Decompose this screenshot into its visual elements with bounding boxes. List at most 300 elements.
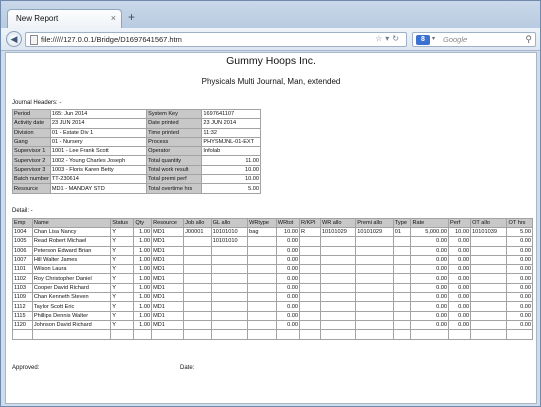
table-cell bbox=[393, 302, 411, 311]
table-cell: 0.00 bbox=[276, 283, 299, 292]
table-row bbox=[13, 293, 533, 302]
column-header: Job allo bbox=[184, 219, 212, 228]
table-cell bbox=[184, 320, 212, 329]
table-cell: 0.00 bbox=[448, 274, 470, 283]
table-cell: 10101029 bbox=[356, 228, 394, 237]
table-cell bbox=[356, 265, 394, 274]
table-cell bbox=[507, 330, 533, 339]
table-cell: 0.00 bbox=[507, 293, 533, 302]
table-cell: 0.00 bbox=[448, 320, 470, 329]
table-cell bbox=[248, 311, 277, 320]
table-cell: 0.00 bbox=[507, 255, 533, 264]
header-value: 01 - Nursery bbox=[50, 137, 146, 146]
table-cell: 0.00 bbox=[507, 311, 533, 320]
table-cell: Chan Lisa Nancy bbox=[32, 228, 110, 237]
header-value: 11:32 bbox=[202, 128, 261, 137]
header-value: Infolab bbox=[202, 147, 261, 156]
table-cell bbox=[393, 255, 411, 264]
table-cell: 10.00 bbox=[448, 228, 470, 237]
table-cell bbox=[393, 330, 411, 339]
header-row bbox=[13, 165, 261, 174]
table-cell: 0.00 bbox=[448, 246, 470, 255]
table-cell: MD1 bbox=[152, 302, 184, 311]
table-cell: 0.00 bbox=[448, 302, 470, 311]
table-cell: 1112 bbox=[13, 302, 33, 311]
table-cell: 0.00 bbox=[411, 265, 449, 274]
column-header: Name bbox=[32, 219, 110, 228]
table-cell: 5.00 bbox=[507, 228, 533, 237]
table-cell: 1.00 bbox=[134, 274, 152, 283]
table-cell bbox=[299, 302, 320, 311]
table-cell bbox=[299, 246, 320, 255]
table-cell: R bbox=[299, 228, 320, 237]
table-cell: 0.00 bbox=[448, 237, 470, 246]
table-cell: MD1 bbox=[152, 246, 184, 255]
table-cell: 1103 bbox=[13, 283, 33, 292]
table-cell bbox=[299, 255, 320, 264]
table-row bbox=[13, 311, 533, 320]
table-cell bbox=[393, 237, 411, 246]
date-label: Date: bbox=[180, 365, 195, 371]
table-cell bbox=[248, 237, 277, 246]
table-cell: Phillips Dennis Walter bbox=[32, 311, 110, 320]
header-row bbox=[13, 128, 261, 137]
table-cell bbox=[320, 293, 355, 302]
table-cell: Hill Walter James bbox=[32, 255, 110, 264]
table-cell bbox=[393, 311, 411, 320]
header-value: 1697641107 bbox=[202, 110, 261, 119]
column-header: Status bbox=[111, 219, 134, 228]
table-cell bbox=[411, 330, 449, 339]
header-value: 1002 - Young Charles Joseph bbox=[50, 156, 146, 165]
detail-label: Detail: - bbox=[12, 208, 33, 214]
column-header: GL allo bbox=[211, 219, 247, 228]
table-cell bbox=[356, 330, 394, 339]
table-cell: Cooper David Richard bbox=[32, 283, 110, 292]
page-icon bbox=[30, 35, 38, 45]
header-label: Total overtime hrs bbox=[147, 184, 202, 193]
table-cell bbox=[393, 283, 411, 292]
table-cell bbox=[320, 255, 355, 264]
table-cell bbox=[320, 311, 355, 320]
header-label: Period bbox=[13, 110, 51, 119]
table-cell bbox=[471, 283, 507, 292]
detail-table bbox=[12, 218, 533, 340]
table-cell bbox=[320, 330, 355, 339]
table-cell bbox=[211, 246, 247, 255]
table-cell bbox=[471, 237, 507, 246]
column-header: Qty bbox=[134, 219, 152, 228]
table-cell bbox=[184, 330, 212, 339]
header-label: Date printed bbox=[147, 119, 202, 128]
header-label: Gang bbox=[13, 137, 51, 146]
table-cell bbox=[184, 283, 212, 292]
table-row bbox=[13, 255, 533, 264]
table-cell bbox=[152, 330, 184, 339]
column-header: WR allo bbox=[320, 219, 355, 228]
table-cell bbox=[248, 330, 277, 339]
table-cell bbox=[393, 274, 411, 283]
table-cell: 0.00 bbox=[276, 302, 299, 311]
header-label: Total premi perf bbox=[147, 175, 202, 184]
navigation-toolbar bbox=[1, 28, 540, 51]
header-row bbox=[13, 175, 261, 184]
table-cell: J00001 bbox=[184, 228, 212, 237]
table-cell: 1120 bbox=[13, 320, 33, 329]
reload-icon[interactable]: ↻ bbox=[392, 34, 402, 43]
header-label: Total work result bbox=[147, 165, 202, 174]
table-cell bbox=[13, 330, 33, 339]
column-header: WRtot bbox=[276, 219, 299, 228]
table-cell bbox=[248, 283, 277, 292]
table-cell bbox=[299, 265, 320, 274]
table-row bbox=[13, 246, 533, 255]
table-cell bbox=[299, 320, 320, 329]
journal-header-table bbox=[12, 109, 261, 194]
table-cell bbox=[211, 265, 247, 274]
header-label: Process bbox=[147, 137, 202, 146]
table-cell bbox=[320, 302, 355, 311]
table-cell: Johnson David Richard bbox=[32, 320, 110, 329]
table-cell: 0.00 bbox=[507, 246, 533, 255]
table-cell bbox=[211, 274, 247, 283]
table-cell bbox=[299, 311, 320, 320]
table-cell bbox=[356, 283, 394, 292]
table-cell bbox=[471, 246, 507, 255]
journal-headers-label: Journal Headers: - bbox=[12, 100, 62, 106]
table-cell: 0.00 bbox=[411, 311, 449, 320]
header-label: Resource bbox=[13, 184, 51, 193]
header-row bbox=[13, 147, 261, 156]
table-cell bbox=[320, 246, 355, 255]
table-cell: 1.00 bbox=[134, 283, 152, 292]
table-cell bbox=[320, 274, 355, 283]
url-bar-buttons bbox=[375, 34, 402, 43]
table-cell: Y bbox=[111, 246, 134, 255]
table-cell: 0.00 bbox=[411, 237, 449, 246]
table-cell: 1101 bbox=[13, 265, 33, 274]
table-cell: Y bbox=[111, 265, 134, 274]
header-value: 11.00 bbox=[202, 156, 261, 165]
table-cell: Y bbox=[111, 255, 134, 264]
header-value: 10.00 bbox=[202, 165, 261, 174]
table-cell bbox=[471, 330, 507, 339]
header-value: 5.00 bbox=[202, 184, 261, 193]
table-cell bbox=[184, 311, 212, 320]
table-cell: 1004 bbox=[13, 228, 33, 237]
table-cell: 10101010 bbox=[211, 228, 247, 237]
search-icon[interactable]: ⚲ bbox=[525, 34, 532, 44]
table-cell: Y bbox=[111, 274, 134, 283]
search-engine-dropdown-icon[interactable]: ▾ bbox=[432, 36, 436, 42]
tab-title: New Report bbox=[16, 14, 59, 23]
table-cell bbox=[320, 265, 355, 274]
table-cell bbox=[248, 255, 277, 264]
table-cell: 0.00 bbox=[448, 283, 470, 292]
header-value: 23 JUN 2014 bbox=[202, 119, 261, 128]
table-cell bbox=[299, 330, 320, 339]
bookmark-star-icon[interactable]: ☆ bbox=[375, 34, 386, 43]
table-cell bbox=[211, 330, 247, 339]
table-cell: 0.00 bbox=[411, 274, 449, 283]
table-cell: 01 bbox=[393, 228, 411, 237]
table-cell: Y bbox=[111, 320, 134, 329]
table-cell: MD1 bbox=[152, 255, 184, 264]
table-cell: 0.00 bbox=[448, 293, 470, 302]
address-bar[interactable] bbox=[25, 32, 407, 47]
table-cell bbox=[248, 302, 277, 311]
table-cell bbox=[111, 330, 134, 339]
close-tab-icon[interactable]: × bbox=[110, 13, 116, 23]
url-text: file://///127.0.0.1/Bridge/D1697641567.htm bbox=[41, 35, 182, 44]
table-cell: 5,000.00 bbox=[411, 228, 449, 237]
table-cell bbox=[299, 283, 320, 292]
table-row bbox=[13, 302, 533, 311]
back-arrow-icon: ◀ bbox=[10, 34, 18, 44]
search-bar[interactable] bbox=[412, 32, 536, 47]
report-title: Physicals Multi Journal, Man, extended bbox=[201, 77, 341, 86]
table-row bbox=[13, 265, 533, 274]
table-row bbox=[13, 330, 533, 339]
table-cell bbox=[184, 302, 212, 311]
table-cell bbox=[248, 320, 277, 329]
table-cell: 0.00 bbox=[276, 237, 299, 246]
table-cell bbox=[320, 283, 355, 292]
table-cell: Y bbox=[111, 237, 134, 246]
table-cell bbox=[32, 330, 110, 339]
table-cell bbox=[471, 293, 507, 302]
table-cell bbox=[211, 283, 247, 292]
header-label: Activity date bbox=[13, 119, 51, 128]
header-label: Supervisor 2 bbox=[13, 156, 51, 165]
table-cell bbox=[248, 246, 277, 255]
table-cell bbox=[356, 302, 394, 311]
table-cell: 1115 bbox=[13, 311, 33, 320]
approved-label: Approved: bbox=[12, 365, 40, 371]
company-name: Gummy Hoops Inc. bbox=[226, 55, 316, 67]
table-row bbox=[13, 320, 533, 329]
header-value: 10.00 bbox=[202, 175, 261, 184]
column-header: Perf bbox=[448, 219, 470, 228]
table-cell bbox=[320, 320, 355, 329]
table-cell: MD1 bbox=[152, 228, 184, 237]
table-cell: 0.00 bbox=[276, 320, 299, 329]
header-value: 23 JUN 2014 bbox=[50, 119, 146, 128]
table-row bbox=[13, 228, 533, 237]
table-cell bbox=[393, 265, 411, 274]
table-cell bbox=[393, 320, 411, 329]
header-label: Supervisor 1 bbox=[13, 147, 51, 156]
table-cell: Read Robert Michael bbox=[32, 237, 110, 246]
table-cell bbox=[356, 311, 394, 320]
tab-strip bbox=[1, 1, 540, 28]
column-header: Type bbox=[393, 219, 411, 228]
table-cell bbox=[211, 311, 247, 320]
table-cell bbox=[356, 274, 394, 283]
table-cell bbox=[356, 320, 394, 329]
header-label: Time printed bbox=[147, 128, 202, 137]
table-cell: 0.00 bbox=[276, 293, 299, 302]
table-cell bbox=[471, 320, 507, 329]
table-cell: 0.00 bbox=[507, 265, 533, 274]
header-value: 01 - Estate Div 1 bbox=[50, 128, 146, 137]
table-cell bbox=[393, 293, 411, 302]
new-tab-button[interactable]: + bbox=[128, 10, 136, 24]
table-cell: 1.00 bbox=[134, 255, 152, 264]
table-cell: MD1 bbox=[152, 237, 184, 246]
table-cell: 0.00 bbox=[276, 274, 299, 283]
table-cell: Wilson Laura bbox=[32, 265, 110, 274]
table-row bbox=[13, 237, 533, 246]
table-cell: 1007 bbox=[13, 255, 33, 264]
column-header: WRtype bbox=[248, 219, 277, 228]
table-cell: 0.00 bbox=[448, 255, 470, 264]
table-cell bbox=[211, 302, 247, 311]
table-cell: 0.00 bbox=[507, 302, 533, 311]
header-label: System Key bbox=[147, 110, 202, 119]
dropdown-icon[interactable]: ▾ bbox=[385, 34, 393, 43]
table-cell bbox=[448, 330, 470, 339]
table-cell: 0.00 bbox=[276, 311, 299, 320]
header-row bbox=[13, 184, 261, 193]
table-cell: 10.00 bbox=[276, 228, 299, 237]
column-header: Resource bbox=[152, 219, 184, 228]
header-label: Operator bbox=[147, 147, 202, 156]
header-value: 165: Jun 2014 bbox=[50, 110, 146, 119]
table-cell: 0.00 bbox=[507, 320, 533, 329]
table-cell: 1.00 bbox=[134, 320, 152, 329]
table-cell: 0.00 bbox=[507, 283, 533, 292]
table-cell: Y bbox=[111, 228, 134, 237]
table-cell bbox=[356, 237, 394, 246]
table-cell: 0.00 bbox=[507, 274, 533, 283]
table-cell: MD1 bbox=[152, 320, 184, 329]
table-cell bbox=[184, 265, 212, 274]
table-cell: 0.00 bbox=[276, 246, 299, 255]
table-cell: 0.00 bbox=[276, 255, 299, 264]
column-header: OT hrs bbox=[507, 219, 533, 228]
table-cell: 1.00 bbox=[134, 228, 152, 237]
table-cell bbox=[184, 255, 212, 264]
table-cell: Taylor Scott Eric bbox=[32, 302, 110, 311]
header-value: 1003 - Floris Karen Betty bbox=[50, 165, 146, 174]
header-value: PHYSMJNL-01-EXT bbox=[202, 137, 261, 146]
table-cell: MD1 bbox=[152, 293, 184, 302]
table-cell: Y bbox=[111, 293, 134, 302]
table-cell bbox=[211, 255, 247, 264]
table-cell bbox=[471, 255, 507, 264]
table-cell: 1.00 bbox=[134, 311, 152, 320]
table-cell: MD1 bbox=[152, 283, 184, 292]
table-cell: 10101039 bbox=[471, 228, 507, 237]
table-cell bbox=[184, 293, 212, 302]
table-cell: 0.00 bbox=[411, 293, 449, 302]
table-cell bbox=[299, 293, 320, 302]
table-cell: Peterson Edward Brian bbox=[32, 246, 110, 255]
table-cell: Y bbox=[111, 302, 134, 311]
table-cell: MD1 bbox=[152, 265, 184, 274]
table-cell: 10101010 bbox=[211, 237, 247, 246]
table-cell: 1.00 bbox=[134, 246, 152, 255]
header-label: Batch number bbox=[14, 176, 49, 183]
table-cell bbox=[356, 246, 394, 255]
table-cell bbox=[184, 274, 212, 283]
table-cell: 0.00 bbox=[411, 283, 449, 292]
header-row bbox=[13, 156, 261, 165]
table-cell bbox=[320, 237, 355, 246]
back-button[interactable] bbox=[6, 31, 22, 47]
table-cell: MD1 bbox=[152, 274, 184, 283]
search-input[interactable]: Google bbox=[443, 35, 468, 44]
header-row bbox=[13, 110, 261, 119]
column-header: Emp bbox=[13, 219, 33, 228]
table-cell bbox=[134, 330, 152, 339]
column-header: Premi allo bbox=[356, 219, 394, 228]
column-header: Rate bbox=[411, 219, 449, 228]
table-cell bbox=[248, 265, 277, 274]
table-cell: Roy Christopher Daniel bbox=[32, 274, 110, 283]
table-cell: 0.00 bbox=[276, 265, 299, 274]
header-label: Total quantity bbox=[147, 156, 202, 165]
table-cell: MD1 bbox=[152, 311, 184, 320]
table-cell bbox=[471, 265, 507, 274]
table-cell: 0.00 bbox=[411, 255, 449, 264]
column-header: R/KPI bbox=[299, 219, 320, 228]
table-cell: 10101029 bbox=[320, 228, 355, 237]
table-cell bbox=[299, 274, 320, 283]
header-label: Supervisor 3 bbox=[13, 165, 51, 174]
table-row bbox=[13, 283, 533, 292]
header-value: TT-230614 bbox=[50, 175, 146, 184]
table-cell: 0.00 bbox=[411, 302, 449, 311]
table-cell bbox=[211, 293, 247, 302]
column-header: OT allo bbox=[471, 219, 507, 228]
table-cell bbox=[184, 237, 212, 246]
search-engine-icon[interactable]: 8 bbox=[416, 35, 430, 45]
tab-new-report[interactable] bbox=[7, 9, 122, 28]
table-cell: 1102 bbox=[13, 274, 33, 283]
table-cell bbox=[299, 237, 320, 246]
table-cell: bag bbox=[248, 228, 277, 237]
header-value: MD1 - MANDAY STD bbox=[50, 184, 146, 193]
table-cell bbox=[356, 293, 394, 302]
table-cell bbox=[356, 255, 394, 264]
table-cell bbox=[184, 246, 212, 255]
table-cell: 1.00 bbox=[134, 237, 152, 246]
table-cell: 1.00 bbox=[134, 265, 152, 274]
table-cell: 0.00 bbox=[448, 311, 470, 320]
table-cell: Y bbox=[111, 311, 134, 320]
table-cell bbox=[471, 311, 507, 320]
table-cell bbox=[471, 302, 507, 311]
page-content bbox=[5, 52, 537, 404]
table-cell: 1.00 bbox=[134, 302, 152, 311]
table-cell: 1.00 bbox=[134, 293, 152, 302]
header-value: 1001 - Lee Frank Scott bbox=[50, 147, 146, 156]
table-cell bbox=[471, 274, 507, 283]
table-cell bbox=[211, 320, 247, 329]
table-cell: 1006 bbox=[13, 246, 33, 255]
table-cell: 0.00 bbox=[411, 246, 449, 255]
table-cell: 0.00 bbox=[411, 320, 449, 329]
table-cell: 0.00 bbox=[448, 265, 470, 274]
table-row bbox=[13, 274, 533, 283]
header-label: Division bbox=[13, 128, 51, 137]
table-cell: Chan Kenneth Steven bbox=[32, 293, 110, 302]
table-cell: 1109 bbox=[13, 293, 33, 302]
table-cell bbox=[393, 246, 411, 255]
table-cell bbox=[276, 330, 299, 339]
